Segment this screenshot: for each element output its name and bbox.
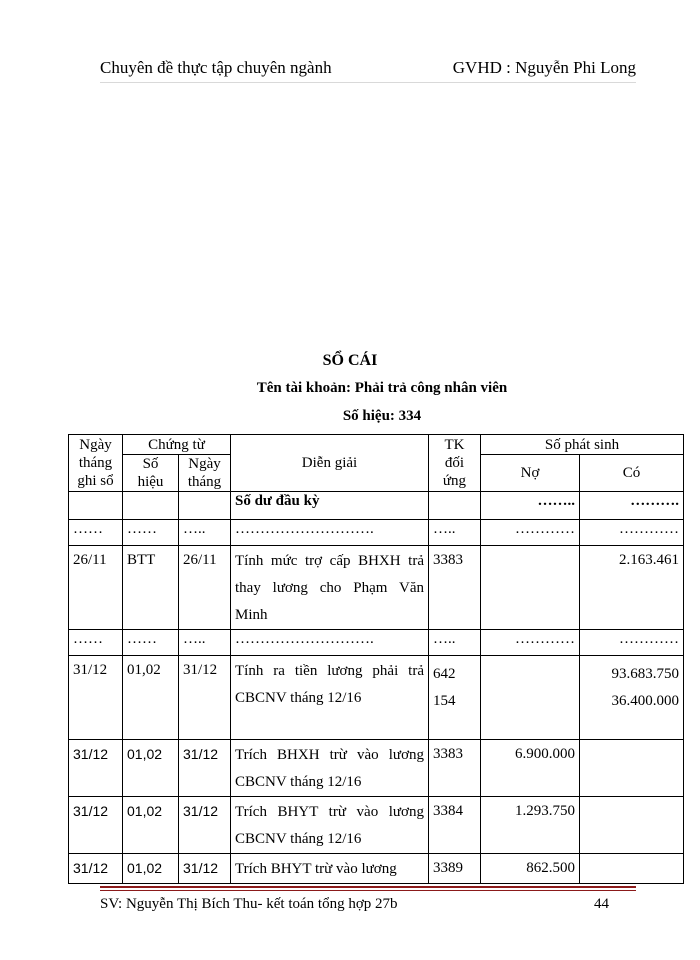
col-voucher-date: Ngày tháng xyxy=(179,455,231,492)
col-contra-account: TK đối ứng xyxy=(429,435,481,492)
opening-credit: ………. xyxy=(580,492,684,520)
account-number: Số hiệu: 334 xyxy=(342,408,422,424)
row-description: Trích BHYT trừ vào lương xyxy=(231,854,429,884)
footer-student: SV: Nguyễn Thị Bích Thu- kết toán tổng hợp 27b xyxy=(100,896,398,912)
account-name: Tên tài khoản: Phải trả công nhân viên xyxy=(256,380,508,396)
opening-balance-row xyxy=(69,492,684,520)
row-description: Trích BHXH trừ vào lương CBCNV tháng 12/16 xyxy=(231,740,429,797)
col-date-posted: Ngày tháng ghi sổ xyxy=(69,435,123,492)
table-row: 31/12 01,02 31/12 Tính ra tiền lương phải trả CBCNV tháng 12/16 642 154 93.683.750 36.400.000 xyxy=(69,656,684,740)
row-description: Tính mức trợ cấp BHXH trả thay lương cho Phạm Văn Minh xyxy=(231,546,429,630)
header-row xyxy=(69,435,684,455)
page-number: 44 xyxy=(594,896,609,912)
opening-debit: …….. xyxy=(481,492,580,520)
table-row: 31/12 01,02 31/12 Trích BHYT trừ vào lương 3389 862.500 xyxy=(69,854,684,884)
col-voucher-no: Số hiệu xyxy=(123,455,179,492)
header-course-title: Chuyên đề thực tập chuyên ngành xyxy=(100,58,332,77)
row-description: Trích BHYT trừ vào lương CBCNV tháng 12/16 xyxy=(231,797,429,854)
ellipsis-row: …… …… ….. ………………………. ….. ………… ………… xyxy=(69,520,684,546)
opening-balance-label: Số dư đầu kỳ xyxy=(231,492,429,520)
table-row: 31/12 01,02 31/12 Trích BHYT trừ vào lương CBCNV tháng 12/16 3384 1.293.750 xyxy=(69,797,684,854)
col-credit: Có xyxy=(580,455,684,492)
table-row: 31/12 01,02 31/12 Trích BHXH trừ vào lương CBCNV tháng 12/16 3383 6.900.000 xyxy=(69,740,684,797)
ellipsis-row: …… …… ….. ………………………. ….. ………… ………… xyxy=(69,630,684,656)
row-description: Tính ra tiền lương phải trả CBCNV tháng 12/16 xyxy=(231,656,429,740)
page-header xyxy=(100,56,636,83)
col-description: Diễn giải xyxy=(231,435,429,492)
col-debit: Nợ xyxy=(481,455,580,492)
col-amount: Số phát sinh xyxy=(481,435,684,455)
ledger-title: SỔ CÁI xyxy=(322,352,378,369)
table-row: 26/11 BTT 26/11 Tính mức trợ cấp BHXH trả thay lương cho Phạm Văn Minh 3383 2.163.461 xyxy=(69,546,684,630)
col-voucher: Chứng từ xyxy=(123,435,231,455)
header-instructor: GVHD : Nguyễn Phi Long xyxy=(452,58,636,77)
general-ledger-table xyxy=(68,434,684,884)
footer-divider xyxy=(100,886,636,888)
footer-divider-thin xyxy=(100,890,636,891)
